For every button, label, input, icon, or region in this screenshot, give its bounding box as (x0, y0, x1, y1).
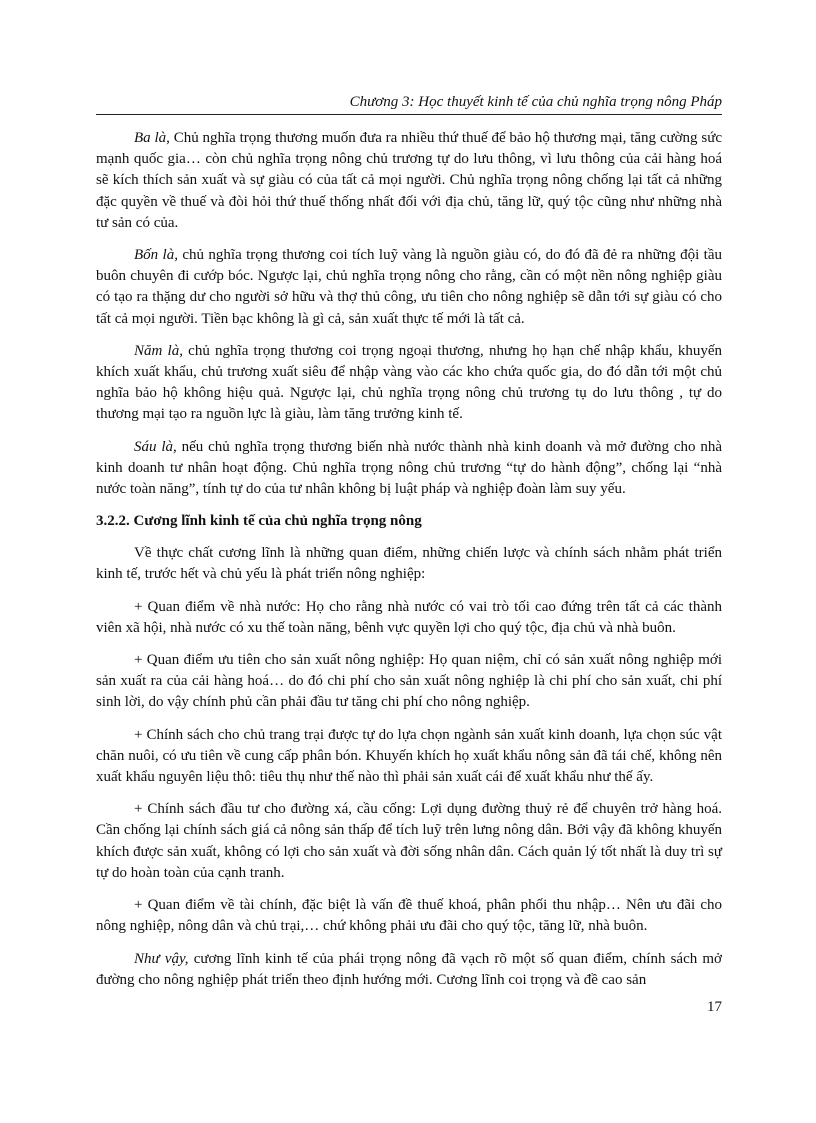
page-number: 17 (707, 999, 722, 1015)
header-rule (96, 114, 722, 115)
running-header: Chương 3: Học thuyết kinh tế của chủ nghĩa trọng nông Pháp (349, 94, 722, 110)
paragraph-text: chủ nghĩa trọng thương coi tích luỹ vàng là nguồn giàu có, do đó đã đẻ ra những đội tầu buôn chuyên đi cướp bóc. Ngược lại, chủ nghĩa trọng nông cho rằng, cần có một nền nông nghiệp giàu có tạo ra thặng dư cho người sở hữu và thợ thủ công, ưu tiên cho nông nghiệp sẽ dẫn tới sự giàu có cho tất cả mọi người. Tiền bạc không là gì cả, sản xuất thực tế mới là tất cả. (96, 247, 722, 327)
list-item: + Quan điểm về nhà nước: Họ cho rằng nhà nước có vai trò tối cao đứng trên tất cả các thành viên xã hội, nhà nước có xu thế toàn năng, bênh vực quyền lợi cho quý tộc, địa chủ và nhà buôn. (96, 598, 722, 636)
paragraph-lead: Ba là, (134, 130, 170, 146)
list-item: + Chính sách đầu tư cho đường xá, cầu cống: Lợi dụng đường thuỷ rẻ để chuyên trở hàng hoá. Cần chống lại chính sách giá cả nông sản thấp để tích luỹ trên lưng nông dân. Bởi vậy đã không khuyến khích được sản xuất, không có lợi cho sản xuất và đời sống nhân dân. Cách quản lý tốt nhất là duy trì sự tự do hoàn toàn của cạnh tranh. (96, 801, 722, 881)
section-intro: Về thực chất cương lĩnh là những quan điểm, những chiến lược và chính sách nhằm phát triển kinh tế, trước hết và chủ yếu là phát triển nông nghiệp: (96, 545, 722, 583)
body-text (96, 128, 722, 1002)
paragraph-text: nếu chủ nghĩa trọng thương biến nhà nước thành nhà kinh doanh và mở đường cho nhà kinh doanh tư nhân hoạt động. Chủ nghĩa trọng nông chủ trương “tự do hành động”, chống lại “nhà nước toàn năng”, tính tự do của tư nhân không bị luật pháp và nghiệp đoàn làm suy yếu. (96, 438, 722, 498)
section-heading: 3.2.2. Cương lĩnh kinh tế của chủ nghĩa trọng nông (96, 513, 422, 530)
paragraph-nam-la (96, 341, 722, 426)
paragraph-lead: Bốn là, (134, 247, 178, 264)
list-item: + Quan điểm ưu tiên cho sản xuất nông nghiệp: Họ quan niệm, chỉ có sản xuất nông nghiệp mới sản xuất ra của cải hàng hoá… do đó chi phí cho sản xuất nông nghiệp là chi phí cho sản xuất, chi phí sinh lời, do vậy chính phủ cần phải đầu tư tăng chi phí cho nông nghiệp. (96, 652, 722, 711)
paragraph-lead: Như vậy, (134, 950, 189, 967)
paragraph-lead: Sáu là, (134, 438, 177, 455)
paragraph-text: chủ nghĩa trọng thương coi trọng ngoại thương, nhưng họ hạn chế nhập khẩu, khuyến khích xuất khẩu, chủ trương xuất siêu để nhập vàng vào các kho chứa quốc gia, do đó dẫn tới một chủ nghĩa bảo hộ không hiệu quả. Ngược lại, chủ nghĩa trọng nông chủ trương tụ do lưu thông , tự do thương mại tạo ra nguồn lực là giàu, làm tăng trưởng kinh tế. (96, 342, 722, 423)
paragraph-bon-la (96, 245, 722, 330)
list-item: + Chính sách cho chủ trang trại được tự do lựa chọn ngành sản xuất kinh doanh, lựa chọn súc vật chăn nuôi, có ưu tiên về cung cấp phân bón. Khuyến khích họ xuất khẩu nông sản đã tái chế, không nên xuất khẩu nguyên liệu thô: tiêu thụ như thế nào thì phải sản xuất cái để xuất khẩu như thế ấy. (96, 726, 722, 786)
paragraph-sau-la (96, 437, 722, 501)
list-item: + Quan điểm về tài chính, đặc biệt là vấn đề thuế khoá, phân phối thu nhập… Nên ưu đãi cho nông nghiệp, nông dân và chủ trại,… chứ không phải ưu đãi cho quý tộc, tăng lữ, nhà buôn. (96, 897, 722, 935)
paragraph-ba-la (96, 128, 722, 234)
paragraph-closing (96, 949, 722, 991)
paragraph-lead: Năm là, (134, 342, 183, 359)
paragraph-text: Chủ nghĩa trọng thương muốn đưa ra nhiều thứ thuế để bảo hộ thương mại, tăng cường sức mạnh quốc gia… còn chủ nghĩa trọng nông chủ trương tự do lưu thông, vì lưu thông của cải hàng hoá sẽ kích thích sản xuất và sự giàu có của tất cả mọi người. Chủ nghĩa trọng nông chống lại tất cả những đặc quyền về thuế và đòi hỏi thứ thuế thống nhất đối với địa chủ, tăng lữ, quý tộc cũng như những nhà tư sản có của. (96, 130, 722, 231)
paragraph-text: cương lĩnh kinh tế của phái trọng nông đã vạch rõ một số quan điểm, chính sách mở đường cho nông nghiệp phát triển theo định hướng mới. Cương lĩnh coi trọng và đề cao sản (96, 950, 722, 988)
